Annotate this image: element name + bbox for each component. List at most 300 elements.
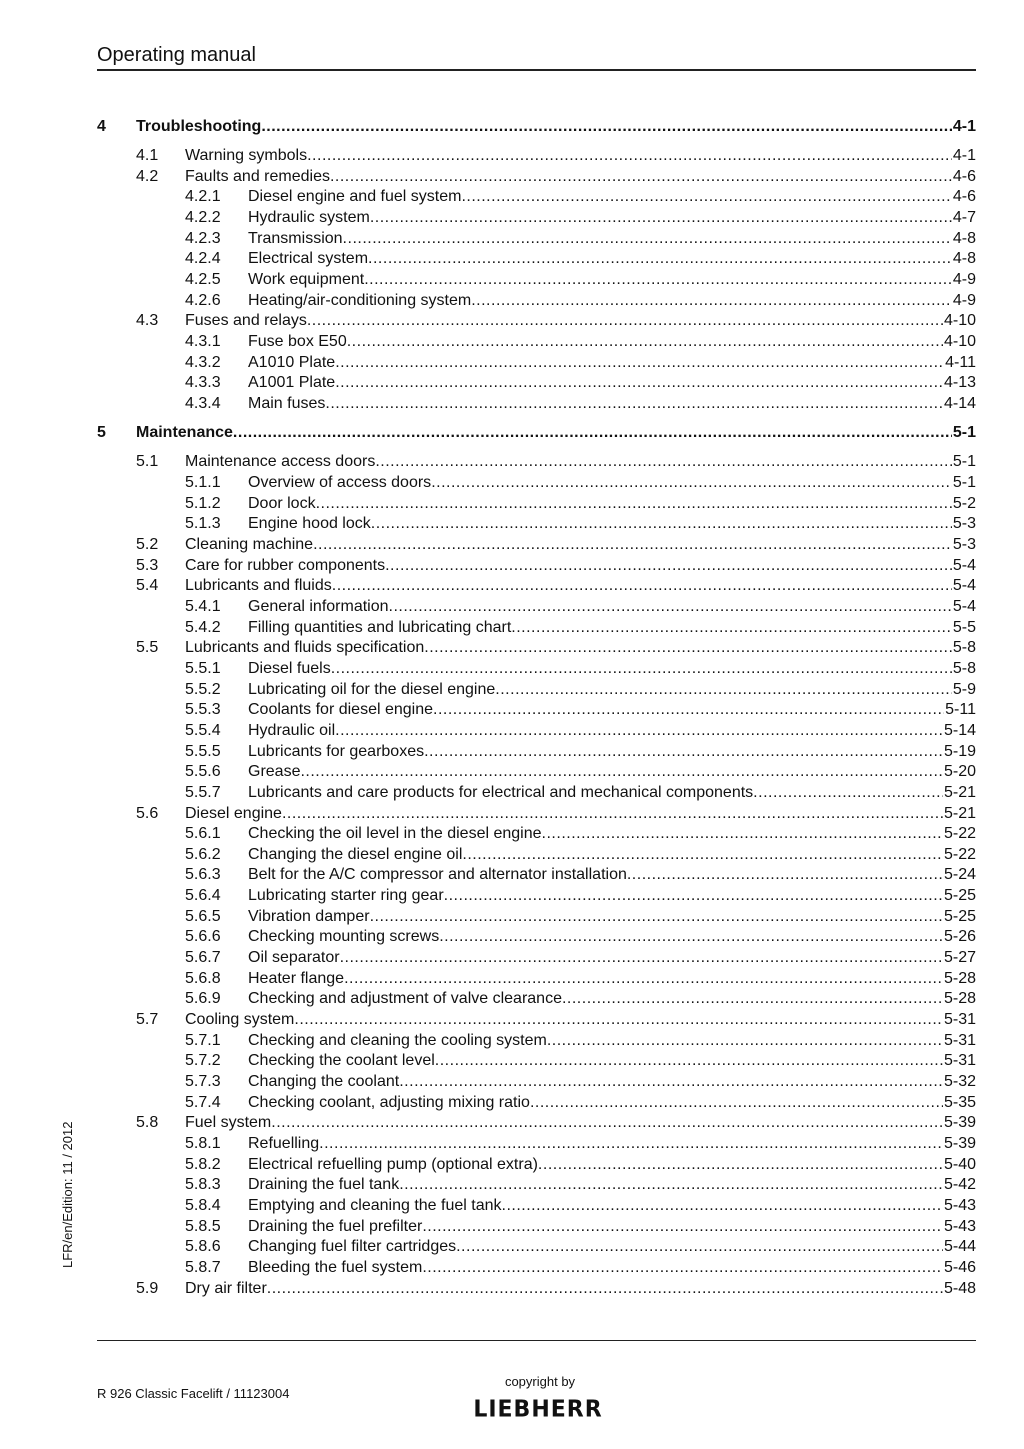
dot-leader [330, 167, 952, 188]
toc-entry-title: Transmission [248, 229, 343, 247]
dot-leader [461, 187, 951, 208]
toc-entry-title: Belt for the A/C compressor and alternator installation [248, 866, 627, 884]
toc-entry-number: 5.9 [136, 1279, 159, 1297]
toc-entry-line [248, 373, 976, 394]
toc-entry-line [185, 167, 976, 188]
toc-entry-title: Checking and cleaning the cooling system [248, 1031, 547, 1049]
toc-entry-number: 5.6.4 [185, 887, 221, 905]
toc-entry-number: 4.2.2 [185, 209, 221, 227]
dot-leader [444, 886, 943, 907]
toc-entry-number: 5.6.3 [185, 866, 221, 884]
toc-entry-line [248, 680, 976, 701]
toc-entry[interactable] [97, 824, 976, 845]
toc-entry[interactable] [97, 394, 976, 415]
toc-entry-number: 4.2.1 [185, 188, 221, 206]
toc-entry[interactable] [97, 659, 976, 680]
toc-entry[interactable] [97, 452, 976, 473]
toc-entry[interactable] [97, 473, 976, 494]
toc-entry-number: 4.1 [136, 147, 159, 165]
toc-entry[interactable] [97, 332, 976, 353]
toc-entry-number: 5.1.1 [185, 474, 221, 491]
toc-entry-page: 5-31 [943, 1031, 976, 1049]
toc-entry-number: 5.5 [136, 639, 159, 657]
toc-entry-title: Vibration damper [248, 907, 370, 925]
toc-entry-number: 5.1 [136, 453, 159, 471]
toc-entry-line [248, 886, 976, 907]
toc-entry[interactable] [97, 311, 976, 332]
dot-leader [335, 721, 943, 742]
dot-leader [435, 1051, 943, 1072]
edition-side-label: LFR/en/Edition: 11 / 2012 [60, 1121, 75, 1268]
toc-entry[interactable] [97, 1175, 976, 1196]
toc-entry-line [248, 1217, 976, 1238]
toc-entry[interactable] [97, 291, 976, 312]
toc-entry-page: 5-20 [943, 763, 976, 781]
dot-leader [233, 423, 952, 444]
dot-leader [399, 1072, 943, 1093]
toc-entry-number: 5.2 [136, 535, 159, 553]
toc-entry[interactable] [97, 1237, 976, 1258]
toc-entry-number: 5.6.8 [185, 969, 221, 987]
toc-entry-number: 5.7.4 [185, 1093, 221, 1111]
toc-entry-page: 5-28 [943, 969, 976, 987]
dot-leader [456, 1237, 943, 1258]
toc-entry-title: Coolants for diesel engine [248, 701, 434, 719]
toc-entry-page: 5-14 [943, 721, 976, 739]
toc-entry-title: Fuse box E50 [248, 333, 347, 351]
toc-entry-page: 5-4 [952, 597, 976, 615]
toc-entry-line [248, 969, 976, 990]
toc-entry[interactable] [97, 927, 976, 948]
toc-entry-title: Heating/air-conditioning system [248, 291, 472, 309]
toc-entry-number: 5.8.4 [185, 1196, 221, 1214]
dot-leader [300, 762, 943, 783]
chapter-spacer [97, 444, 976, 453]
toc-entry-page: 5-5 [952, 618, 976, 636]
toc-entry-title: Hydraulic system [248, 209, 370, 227]
toc-entry-number: 4.3.4 [185, 395, 221, 413]
toc-entry-number: 5.8.2 [185, 1155, 221, 1173]
toc-entry-number: 5.4.2 [185, 618, 221, 636]
toc-entry-page: 4-10 [943, 312, 976, 330]
toc-entry-title: Checking the coolant level [248, 1052, 435, 1070]
dot-leader [627, 865, 943, 886]
toc-entry-page: 4-6 [952, 188, 976, 206]
toc-entry-page: 5-19 [943, 742, 976, 760]
toc-entry-title: Main fuses [248, 395, 326, 413]
toc-entry-title: Faults and remedies [185, 167, 330, 185]
dot-leader [422, 1217, 943, 1238]
toc-entry-page: 5-39 [943, 1135, 976, 1152]
liebherr-logo: LIEBHERR [473, 1396, 603, 1423]
dot-leader [335, 353, 944, 374]
dot-leader [370, 208, 952, 229]
toc-entry-title: Care for rubber components [185, 556, 386, 574]
toc-entry-number: 4.3.1 [185, 333, 221, 351]
toc-entry-page: 5-3 [952, 515, 976, 533]
toc-entry[interactable] [97, 229, 976, 250]
toc-entry[interactable] [97, 1258, 976, 1279]
toc-entry-line [248, 1196, 976, 1217]
dot-leader [331, 659, 952, 680]
toc-entry-line [185, 576, 976, 597]
toc-entry-page: 5-48 [943, 1279, 976, 1297]
toc-entry[interactable] [97, 1051, 976, 1072]
dot-leader [462, 845, 943, 866]
toc-entry-line [248, 783, 976, 804]
dot-leader [495, 680, 952, 701]
toc-entry-number: 4.2.4 [185, 250, 221, 268]
dot-leader [422, 1258, 943, 1279]
dot-leader [343, 229, 952, 250]
toc-entry-title: Lubricating oil for the diesel engine [248, 680, 496, 698]
toc-entry-line [248, 1237, 976, 1258]
toc-entry[interactable] [97, 187, 976, 208]
table-of-contents [97, 117, 976, 1299]
toc-entry-page: 5-2 [952, 494, 976, 512]
toc-entry[interactable] [97, 249, 976, 270]
toc-entry-title: Changing fuel filter cartridges [248, 1238, 457, 1256]
toc-entry[interactable] [97, 1155, 976, 1176]
toc-entry-title: Electrical refuelling pump (optional extra) [248, 1155, 538, 1173]
dot-leader [340, 948, 943, 969]
toc-entry[interactable] [97, 576, 976, 597]
dot-leader [316, 494, 952, 515]
toc-entry-title: Emptying and cleaning the fuel tank [248, 1196, 502, 1214]
toc-entry-line [248, 618, 976, 639]
toc-entry-line [248, 1258, 976, 1279]
toc-entry-title: Cooling system [185, 1011, 295, 1029]
toc-entry-page: 4-6 [952, 167, 976, 185]
toc-entry-number: 5.4.1 [185, 597, 221, 615]
toc-entry-line [248, 742, 976, 763]
toc-entry-title: A1001 Plate [248, 374, 336, 392]
toc-entry-title: Electrical system [248, 250, 369, 268]
toc-entry-number: 4.2.3 [185, 229, 221, 247]
toc-entry[interactable] [97, 886, 976, 907]
dot-leader [538, 1155, 943, 1176]
toc-entry-line [248, 659, 976, 680]
toc-entry-line [185, 638, 976, 659]
toc-entry[interactable] [97, 1134, 976, 1155]
toc-entry-number: 5.5.3 [185, 701, 221, 719]
toc-entry-number: 4.2 [136, 167, 159, 185]
dot-leader [375, 452, 952, 473]
toc-entry-line [248, 208, 976, 229]
toc-entry-page: 5-31 [943, 1052, 976, 1070]
toc-entry-page: 4-1 [952, 118, 976, 135]
toc-entry-line [248, 514, 976, 535]
toc-entry-page: 5-3 [952, 535, 976, 553]
toc-entry-page: 4-9 [952, 271, 976, 289]
toc-entry-title: Maintenance access doors [185, 453, 376, 471]
toc-entry-line [248, 1051, 976, 1072]
toc-entry-title: A1010 Plate [248, 353, 336, 371]
toc-entry-page: 4-13 [943, 374, 976, 392]
toc-entry[interactable] [97, 270, 976, 291]
toc-entry-number: 5.6 [136, 804, 159, 822]
toc-entry-page: 5-31 [943, 1011, 976, 1029]
toc-entry-number: 4.3.2 [185, 353, 221, 371]
dot-leader [547, 1031, 943, 1052]
toc-entry-page: 5-4 [952, 577, 976, 595]
toc-entry[interactable] [97, 208, 976, 229]
toc-entry-line [185, 804, 976, 825]
toc-entry[interactable] [97, 353, 976, 374]
toc-entry-page: 4-8 [952, 250, 976, 268]
toc-entry[interactable] [97, 721, 976, 742]
toc-entry-title: Changing the coolant [248, 1073, 400, 1091]
toc-entry[interactable] [97, 907, 976, 928]
toc-entry-page: 5-1 [952, 424, 976, 442]
toc-entry-page: 5-28 [943, 990, 976, 1008]
toc-entry[interactable] [97, 167, 976, 188]
toc-entry-page: 5-1 [952, 474, 976, 491]
toc-entry-page: 5-43 [943, 1196, 976, 1214]
toc-entry[interactable] [97, 638, 976, 659]
toc-entry-line [185, 146, 976, 167]
toc-entry-title: Overview of access doors [248, 474, 432, 491]
dot-leader [307, 311, 943, 332]
toc-entry-line [248, 473, 976, 494]
toc-entry-title: Heater flange [248, 969, 345, 987]
toc-entry-number: 5.6.6 [185, 928, 221, 946]
toc-entry-title: Bleeding the fuel system [248, 1258, 423, 1276]
toc-entry-line [248, 762, 976, 783]
toc-entry[interactable] [97, 989, 976, 1010]
dot-leader [335, 373, 943, 394]
toc-entry-title: Lubricants and care products for electrical and mechanical components [248, 783, 754, 801]
toc-entry-number: 5.8.1 [185, 1135, 221, 1152]
toc-entry-page: 4-10 [943, 333, 976, 351]
toc-entry-title: Diesel engine [185, 804, 282, 822]
toc-entry-line [185, 1279, 976, 1300]
toc-entry-title: Diesel fuels [248, 659, 331, 677]
toc-entry-page: 5-43 [943, 1217, 976, 1235]
toc-entry-title: Checking coolant, adjusting mixing ratio [248, 1093, 530, 1111]
toc-entry-line [248, 229, 976, 250]
dot-leader [294, 1010, 943, 1031]
toc-entry[interactable] [97, 948, 976, 969]
toc-entry-number: 4.2.6 [185, 291, 221, 309]
toc-entry-title: Cleaning machine [185, 535, 314, 553]
toc-entry-number: 5.6.7 [185, 949, 221, 967]
toc-entry[interactable] [97, 1031, 976, 1052]
toc-entry-number: 5.8.3 [185, 1176, 221, 1194]
toc-entry[interactable] [97, 845, 976, 866]
dot-leader [319, 1134, 943, 1155]
dot-leader [267, 1279, 943, 1300]
dot-leader [471, 291, 952, 312]
toc-entry-line [248, 927, 976, 948]
toc-entry-line [248, 597, 976, 618]
toc-entry-number: 5.3 [136, 556, 159, 574]
toc-entry-title: Fuel system [185, 1114, 272, 1132]
toc-entry-line [185, 452, 976, 473]
toc-entry-line [185, 1010, 976, 1031]
dot-leader [431, 473, 952, 494]
toc-entry-number: 5.6.1 [185, 825, 221, 843]
toc-entry-page: 5-44 [943, 1238, 976, 1256]
toc-entry-number: 5.7.3 [185, 1073, 221, 1091]
toc-entry-title: Diesel engine and fuel system [248, 188, 462, 206]
toc-entry[interactable] [97, 618, 976, 639]
toc-entry-number: 4 [97, 118, 106, 135]
toc-entry-number: 5.8.5 [185, 1217, 221, 1235]
toc-entry-number: 5.1.3 [185, 515, 221, 533]
toc-entry-line [248, 353, 976, 374]
toc-entry-line [136, 423, 976, 444]
dot-leader [282, 804, 943, 825]
toc-entry-line [248, 332, 976, 353]
toc-entry[interactable] [97, 556, 976, 577]
toc-entry-number: 5.5.2 [185, 680, 221, 698]
dot-leader [385, 556, 952, 577]
toc-entry-line [136, 117, 976, 138]
toc-entry-page: 5-32 [943, 1073, 976, 1091]
toc-entry-page: 5-8 [952, 659, 976, 677]
toc-entry-page: 5-35 [943, 1093, 976, 1111]
toc-entry-title: Maintenance [136, 424, 233, 442]
toc-entry-number: 5.6.5 [185, 907, 221, 925]
toc-entry-page: 5-4 [952, 556, 976, 574]
toc-entry-page: 4-1 [952, 147, 976, 165]
toc-entry[interactable] [97, 1010, 976, 1031]
toc-entry-number: 5.5.1 [185, 659, 221, 677]
dot-leader [261, 117, 952, 138]
toc-entry-number: 5.5.5 [185, 742, 221, 760]
toc-entry-line [248, 249, 976, 270]
toc-entry[interactable] [97, 742, 976, 763]
toc-entry-line [185, 1113, 976, 1134]
toc-entry-number: 5.8 [136, 1114, 159, 1132]
toc-entry-title: Grease [248, 763, 301, 781]
toc-entry-line [185, 535, 976, 556]
toc-entry-page: 5-11 [945, 701, 976, 719]
toc-entry-number: 4.3.3 [185, 374, 221, 392]
toc-entry-page: 5-39 [943, 1114, 976, 1132]
toc-entry[interactable] [97, 804, 976, 825]
toc-entry[interactable] [97, 762, 976, 783]
toc-entry-number: 5.5.6 [185, 763, 221, 781]
toc-entry-title: Lubricants for gearboxes [248, 742, 425, 760]
toc-entry-title: Lubricants and fluids [185, 577, 332, 595]
toc-entry-number: 4.3 [136, 312, 159, 330]
toc-entry-number: 5.8.6 [185, 1238, 221, 1256]
toc-entry[interactable] [97, 1093, 976, 1114]
toc-entry-line [248, 270, 976, 291]
toc-entry-line [185, 556, 976, 577]
toc-entry[interactable] [97, 373, 976, 394]
toc-entry-number: 5.6.9 [185, 990, 221, 1008]
toc-entry[interactable] [97, 146, 976, 167]
toc-entry[interactable] [97, 597, 976, 618]
page-header-title: Operating manual [97, 44, 256, 66]
footer-document-id: R 926 Classic Facelift / 11123004 [97, 1386, 290, 1401]
toc-entry[interactable] [97, 494, 976, 515]
toc-entry-title: Warning symbols [185, 147, 308, 165]
toc-entry-page: 5-22 [943, 825, 976, 843]
toc-entry-number: 4.2.5 [185, 271, 221, 289]
dot-leader [313, 535, 952, 556]
toc-entry-title: Lubricating starter ring gear [248, 887, 444, 905]
toc-entry-title: Changing the diesel engine oil [248, 845, 463, 863]
toc-entry[interactable] [97, 783, 976, 804]
toc-entry-title: Hydraulic oil [248, 721, 336, 739]
toc-entry-number: 5.7.1 [185, 1031, 221, 1049]
toc-entry-number: 5.7.2 [185, 1052, 221, 1070]
toc-entry-line [248, 1093, 976, 1114]
toc-entry[interactable] [97, 535, 976, 556]
toc-entry[interactable] [97, 1217, 976, 1238]
chapter-spacer [97, 138, 976, 147]
toc-entry-title: Engine hood lock [248, 515, 371, 533]
dot-leader [368, 249, 952, 270]
toc-entry[interactable] [97, 1279, 976, 1300]
toc-entry-number: 5.5.7 [185, 783, 221, 801]
toc-entry-page: 5-42 [943, 1176, 976, 1194]
dot-leader [399, 1175, 943, 1196]
toc-entry-title: Door lock [248, 494, 316, 512]
header-divider [97, 69, 976, 71]
toc-entry-page: 4-7 [952, 209, 976, 227]
toc-entry-line [248, 187, 976, 208]
toc-entry-line [248, 1155, 976, 1176]
toc-entry-title: General information [248, 597, 389, 615]
toc-entry-line [248, 1134, 976, 1155]
toc-entry-page: 4-11 [945, 353, 976, 371]
toc-entry-line [185, 311, 976, 332]
toc-entry-title: Fuses and relays [185, 312, 307, 330]
dot-leader [502, 1196, 943, 1217]
dot-leader [542, 824, 943, 845]
toc-entry-title: Dry air filter [185, 1279, 267, 1297]
toc-entry[interactable] [97, 700, 976, 721]
toc-entry-line [248, 1175, 976, 1196]
toc-entry-page: 5-21 [943, 804, 976, 822]
toc-entry[interactable] [97, 514, 976, 535]
toc-entry-title: Refuelling [248, 1135, 320, 1152]
toc-entry[interactable] [97, 865, 976, 886]
toc-chapter-entry[interactable] [97, 117, 976, 138]
toc-entry-line [248, 907, 976, 928]
toc-entry-line [248, 721, 976, 742]
toc-entry-page: 5-9 [952, 680, 976, 698]
dot-leader [753, 783, 943, 804]
toc-entry-title: Checking the oil level in the diesel engine [248, 825, 542, 843]
toc-entry[interactable] [97, 1196, 976, 1217]
dot-leader [347, 332, 943, 353]
toc-entry-page: 4-14 [943, 395, 976, 413]
toc-entry[interactable] [97, 1113, 976, 1134]
toc-entry-title: Checking and adjustment of valve clearance [248, 990, 562, 1008]
dot-leader [325, 394, 943, 415]
copyright-text: copyright by [504, 1374, 576, 1389]
toc-entry-line [248, 865, 976, 886]
toc-entry-page: 5-25 [943, 887, 976, 905]
toc-entry[interactable] [97, 969, 976, 990]
toc-entry-title: Oil separator [248, 949, 340, 967]
toc-entry-page: 5-46 [943, 1258, 976, 1276]
toc-entry-page: 4-9 [952, 291, 976, 309]
dot-leader [433, 700, 944, 721]
toc-entry[interactable] [97, 1072, 976, 1093]
dot-leader [511, 618, 952, 639]
toc-entry-title: Filling quantities and lubricating chart [248, 618, 512, 636]
toc-entry-page: 5-40 [943, 1155, 976, 1173]
toc-chapter-entry[interactable] [97, 423, 976, 444]
toc-entry[interactable] [97, 680, 976, 701]
